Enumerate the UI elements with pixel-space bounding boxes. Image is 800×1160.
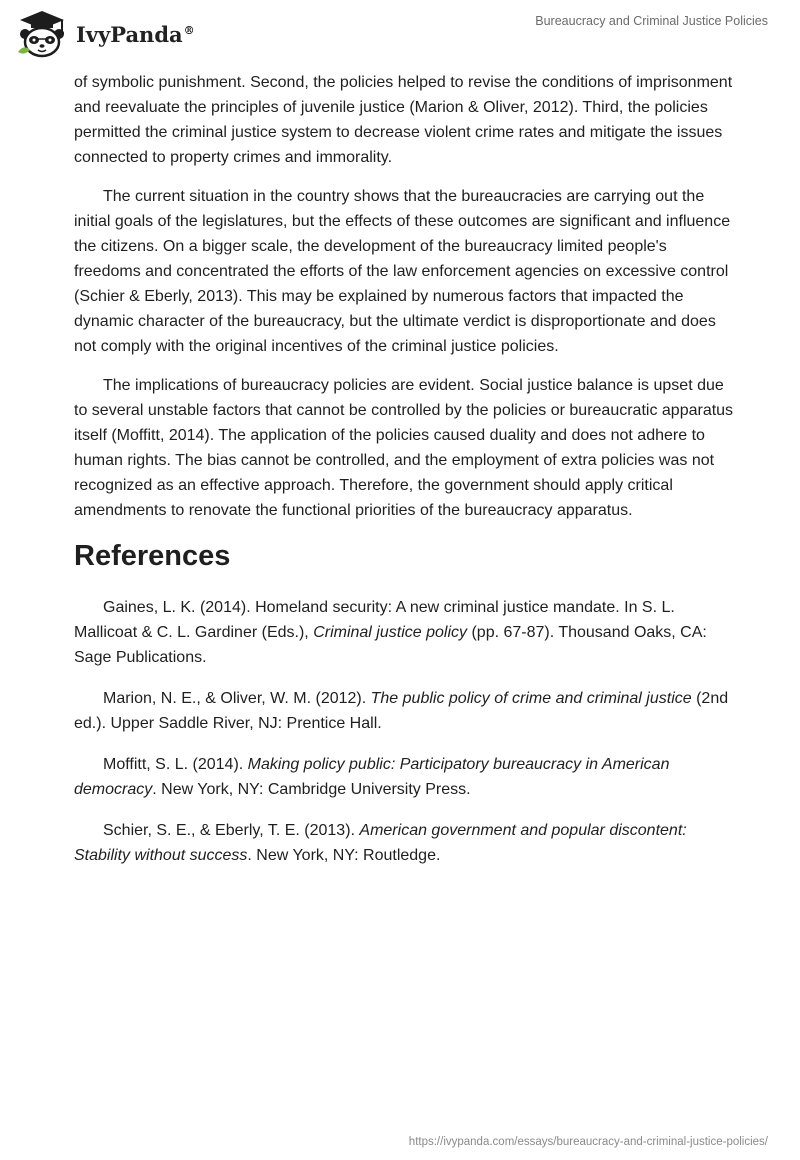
body-paragraph: The implications of bureaucracy policies are evident. Social justice balance is upset due to several unstable factors that cannot be controlled by the policies or bureaucratic apparatus itself (Moffitt, 2014). The application of the policies caused duality and does not adhere to human rights. The bias cannot be controlled, and the employment of extra policies was not recognized as an effective approach. Therefore, the government should apply critical amendments to renovate the functional priorities of the bureaucracy apparatus.	[74, 377, 734, 519]
essay-content	[74, 70, 734, 884]
reference-title: Making policy public: Participatory bureaucracy in American democracy	[74, 756, 670, 798]
source-url-link[interactable]: https://ivypanda.com/essays/bureaucracy-and-criminal-justice-policies/	[408, 1136, 768, 1148]
references-heading: References	[74, 540, 231, 572]
reference-item: Moffitt, S. L. (2014). Making policy public: Participatory bureaucracy in American democracy. New York, NY: Cambridge University Press.	[74, 756, 670, 798]
body-paragraph: of symbolic punishment. Second, the policies helped to revise the conditions of imprisonment and reevaluate the principles of juvenile justice (Marion & Oliver, 2012). Third, the policies permitted the criminal justice system to decrease violent crime rates and mitigate the issues connected to property crimes and immorality.	[74, 74, 733, 166]
panda-graduation-icon	[14, 8, 70, 58]
body-paragraph: The current situation in the country shows that the bureaucracies are carrying out the initial goals of the legislatures, but the effects of these outcomes are significant and influence the citizens. On a bigger scale, the development of the bureaucracy limited people's freedoms and concentrated the efforts of the law enforcement agencies on excessive control (Schier & Eberly, 2013). This may be explained by numerous factors that impacted the dynamic character of the bureaucracy, but the ultimate verdict is disproportionate and does not comply with the original incentives of the criminal justice policies.	[74, 188, 731, 355]
reference-title: The public policy of crime and criminal justice	[370, 690, 692, 707]
reference-title: American government and popular discontent: Stability without success	[74, 822, 687, 864]
logo-wordmark: IvyPanda®	[76, 21, 195, 47]
reference-item: Schier, S. E., & Eberly, T. E. (2013). American government and popular discontent: Stability without success. New York, NY: Routledge.	[74, 822, 687, 864]
reference-title: Criminal justice policy	[313, 624, 468, 641]
running-title: Bureaucracy and Criminal Justice Policies	[535, 14, 768, 28]
page-header	[0, 0, 800, 70]
ivypanda-logo[interactable]	[14, 8, 195, 58]
reference-item: Gaines, L. K. (2014). Homeland security: A new criminal justice mandate. In S. L. Mallicoat & C. L. Gardiner (Eds.), Criminal justice policy (pp. 67-87). Thousand Oaks, CA: Sage Publications.	[74, 599, 707, 666]
reference-item: Marion, N. E., & Oliver, W. M. (2012). The public policy of crime and criminal justice (2nd ed.). Upper Saddle River, NJ: Prentice Hall.	[74, 690, 729, 732]
